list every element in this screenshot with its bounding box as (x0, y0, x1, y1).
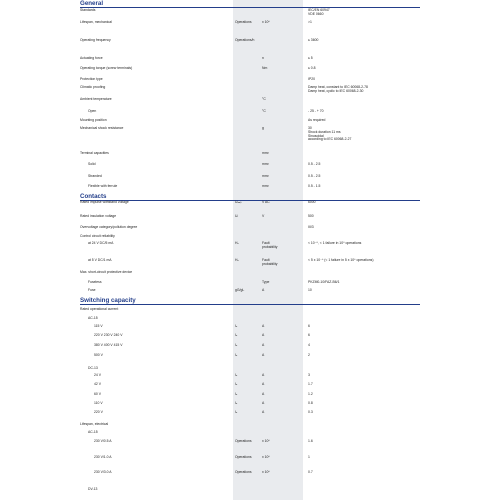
spec-label: 115 V (94, 324, 103, 328)
spec-label: Rated operational current (80, 307, 119, 311)
spec-label: Fuse (88, 288, 96, 292)
spec-value: 0.8 (308, 401, 313, 405)
spec-label: Stranded (88, 174, 102, 178)
spec-unit: g (262, 126, 264, 130)
spec-value: ≤ 3600 (308, 38, 319, 42)
spec-label: Mechanical shock resistance (80, 126, 124, 130)
spec-label: at 5 V DC/1 mA (88, 258, 112, 262)
spec-unit: x 10⁶ (262, 455, 270, 459)
spec-unit: mm² (262, 184, 269, 188)
spec-condition: Uᵢₘₚ (235, 200, 242, 204)
spec-unit: A (262, 353, 265, 357)
spec-unit: °C (262, 97, 266, 101)
spec-value: 10 (308, 288, 312, 292)
spec-value: 0.3 (308, 410, 313, 414)
spec-value: 30 Shock duration 11 ms Sinusoidal according to IEC 60068-2-27 (308, 126, 352, 142)
spec-unit: Type (262, 280, 270, 284)
spec-unit: mm² (262, 162, 269, 166)
spec-value: 1 (308, 455, 310, 459)
spec-label: 220 V 230 V 240 V (94, 333, 123, 337)
spec-label: AC-15 (88, 316, 98, 320)
spec-label: Protection type (80, 77, 103, 81)
spec-unit: Fault probability (262, 258, 278, 266)
spec-condition: Operations/h (235, 38, 255, 42)
spec-label: Lifespan, electrical (80, 422, 109, 426)
spec-unit: x 10⁶ (262, 20, 270, 24)
spec-value: ≤ 0.8 (308, 66, 316, 70)
spec-condition: Operations (235, 455, 252, 459)
spec-condition: Hᵤ (235, 241, 239, 245)
spec-label: Ambient temperature (80, 97, 112, 101)
spec-value: - 25 - + 70 (308, 109, 324, 113)
spec-unit: mm² (262, 151, 269, 155)
spec-value: IEC/EN 60947 VDE 0660 (308, 8, 330, 16)
spec-label: Rated impulse withstand voltage (80, 200, 129, 204)
spec-value: 0.5 - 2.5 (308, 174, 321, 178)
spec-label: Standards (80, 8, 96, 12)
spec-label: 42 V (94, 382, 101, 386)
spec-value: III/3 (308, 225, 314, 229)
spec-condition: Operations (235, 470, 252, 474)
spec-unit: A (262, 392, 265, 396)
spec-value: 4 (308, 343, 310, 347)
spec-label: AC-15 (88, 430, 98, 434)
spec-unit: mm² (262, 174, 269, 178)
spec-unit: V AC (262, 200, 270, 204)
spec-condition: Iₑ (235, 343, 238, 347)
spec-value: < 10⁻⁸, < 1 failure in 10⁸ operations (308, 241, 362, 245)
section-title: General (80, 0, 104, 7)
spec-condition: Operations (235, 20, 252, 24)
spec-unit: Nm (262, 66, 268, 70)
spec-label: 230 V/0.5 A (94, 439, 112, 443)
spec-label: 500 V (94, 353, 103, 357)
spec-condition: Iₑ (235, 392, 238, 396)
spec-unit: A (262, 401, 265, 405)
spec-value: >1 (308, 20, 312, 24)
spec-condition: Iₑ (235, 401, 238, 405)
condition-column-shading (233, 0, 303, 500)
spec-label: Control circuit reliability (80, 234, 115, 238)
spec-value: Damp heat, constant to IEC 60068-2-78 Damp heat, cyclic to IEC 60068-2-30 (308, 85, 368, 93)
spec-unit: x 10⁶ (262, 470, 270, 474)
spec-unit: Fault probability (262, 241, 278, 249)
spec-value: 6 (308, 324, 310, 328)
spec-condition: Iₑ (235, 333, 238, 337)
spec-condition: Uᵢ (235, 214, 238, 218)
section-title: Contacts (80, 193, 107, 200)
spec-label: DV-13 (88, 487, 98, 491)
spec-value: < 5 x 10⁻⁶ (< 1 failure in 5 x 10⁶ operations) (308, 258, 374, 262)
section-title: Switching capacity (80, 297, 136, 304)
spec-label: 220 V (94, 410, 103, 414)
spec-value: ≤ 5 (308, 56, 313, 60)
spec-unit: A (262, 288, 265, 292)
spec-label: Overvoltage category/pollution degree (80, 225, 138, 229)
spec-value: 0.5 - 2.5 (308, 162, 321, 166)
spec-label: Open (88, 109, 97, 113)
spec-unit: °C (262, 109, 266, 113)
spec-value: 1.7 (308, 382, 313, 386)
spec-value: 6 (308, 333, 310, 337)
spec-condition: gG/gL (235, 288, 245, 292)
spec-value: 1.6 (308, 439, 313, 443)
spec-unit: A (262, 343, 265, 347)
spec-condition: Operations (235, 439, 252, 443)
spec-label: Operating torque (screw terminals) (80, 66, 133, 70)
spec-condition: Iₑ (235, 353, 238, 357)
spec-label: Mounting position (80, 118, 107, 122)
section-rule (80, 304, 420, 305)
spec-label: 230 V/1.0 A (94, 455, 112, 459)
spec-label: Operating frequency (80, 38, 111, 42)
spec-label: 60 V (94, 392, 101, 396)
datasheet-page (80, 0, 420, 500)
spec-unit: n (262, 56, 264, 60)
spec-value: 1.2 (308, 392, 313, 396)
spec-label: Fuseless (88, 280, 102, 284)
spec-label: 230 V/3.0 A (94, 470, 112, 474)
section-rule (80, 7, 420, 8)
spec-condition: Iₑ (235, 382, 238, 386)
spec-value: 3 (308, 373, 310, 377)
spec-label: Max. short-circuit protective device (80, 270, 133, 274)
spec-label: Lifespan, mechanical (80, 20, 112, 24)
spec-label: Solid (88, 162, 96, 166)
spec-value: 0.7 (308, 470, 313, 474)
spec-label: 110 V (94, 401, 103, 405)
spec-value: 0.5 - 1.5 (308, 184, 321, 188)
spec-label: DC-13 (88, 366, 98, 370)
spec-label: Flexible with ferrule (88, 184, 118, 188)
spec-label: Rated insulation voltage (80, 214, 117, 218)
spec-value: IP20 (308, 77, 315, 81)
spec-unit: x 10⁶ (262, 439, 270, 443)
spec-condition: Iₑ (235, 410, 238, 414)
spec-unit: A (262, 324, 265, 328)
spec-label: 24 V (94, 373, 101, 377)
spec-value: 6000 (308, 200, 316, 204)
spec-label: Actuating force (80, 56, 103, 60)
spec-condition: Iₑ (235, 324, 238, 328)
spec-label: Climatic proofing (80, 85, 106, 89)
spec-value: PKZM0-10/FAZ-B6/1 (308, 280, 340, 284)
spec-value: As required (308, 118, 326, 122)
spec-unit: A (262, 333, 265, 337)
spec-label: at 24 V DC/5 mA (88, 241, 114, 245)
spec-unit: A (262, 410, 265, 414)
spec-unit: V (262, 214, 265, 218)
spec-condition: Hᵤ (235, 258, 239, 262)
spec-value: 500 (308, 214, 314, 218)
spec-unit: A (262, 373, 265, 377)
spec-unit: A (262, 382, 265, 386)
spec-label: 380 V 400 V 415 V (94, 343, 123, 347)
spec-condition: Iₑ (235, 373, 238, 377)
spec-label: Terminal capacities (80, 151, 109, 155)
spec-value: 2 (308, 353, 310, 357)
